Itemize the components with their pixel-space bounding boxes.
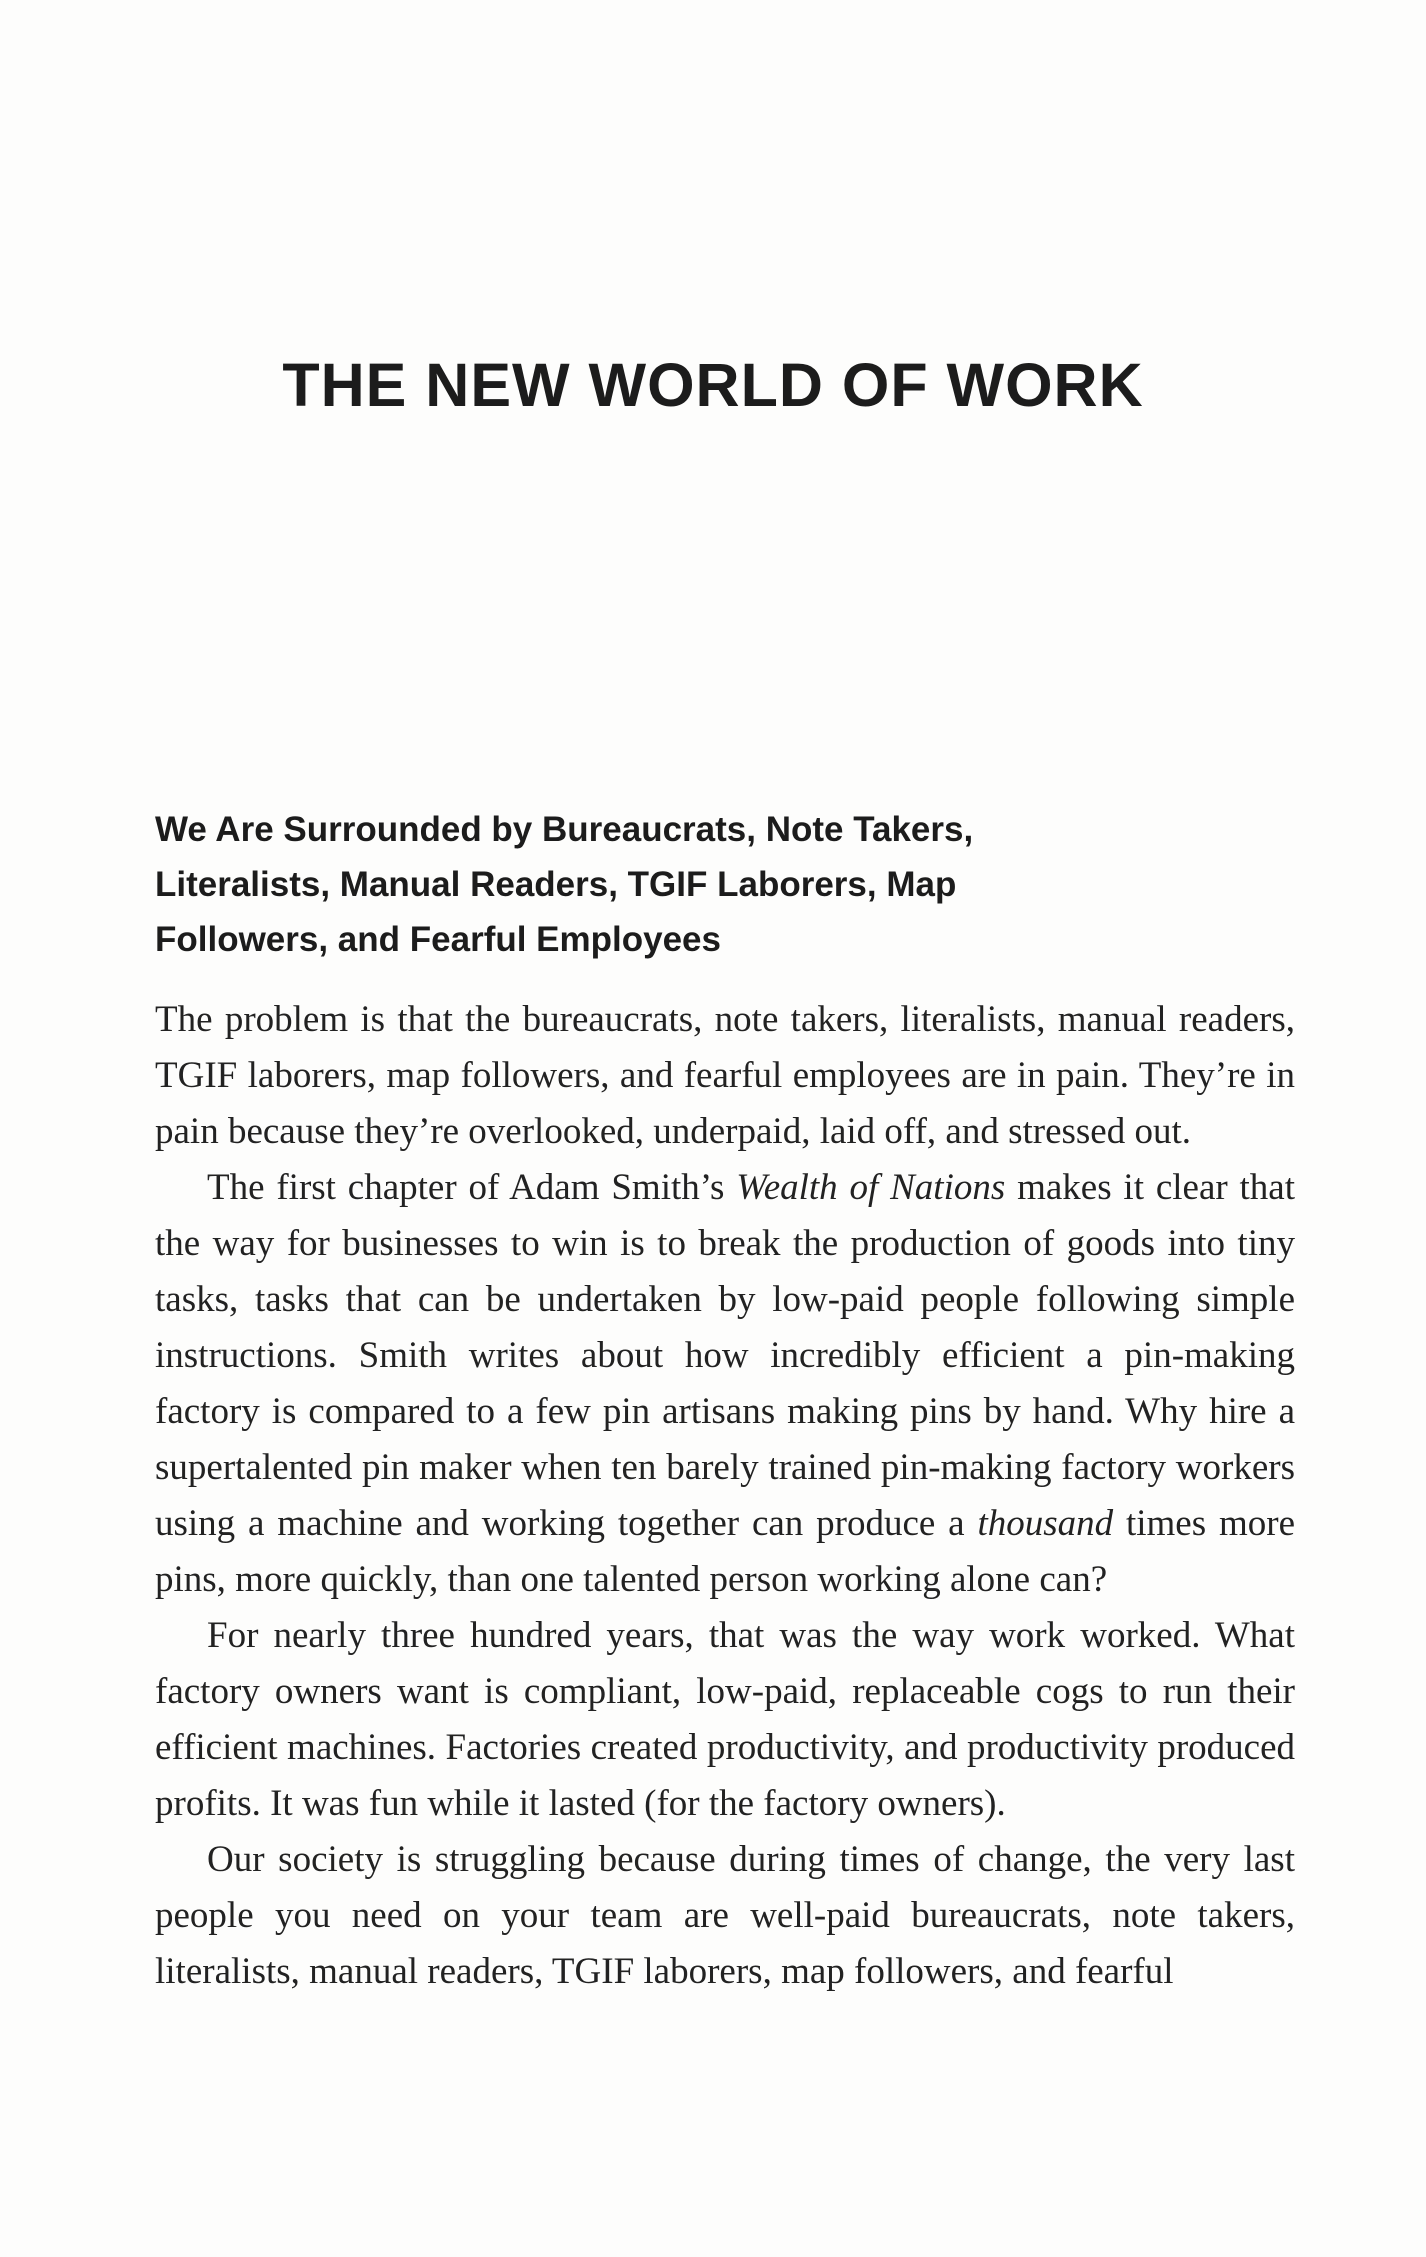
book-title-italic: Wealth of Nations: [736, 1167, 1006, 1208]
section-heading: [155, 802, 1295, 967]
chapter-title: THE NEW WORLD OF WORK: [282, 351, 1144, 419]
paragraph-4: Our society is struggling because during times of change, the very last people you need on your team are well-paid bureaucrats, note takers, literalists, manual readers, TGIF laborers, map followers, and fearful: [155, 1839, 1295, 1992]
paragraph-2-text: The first chapter of Adam Smith’s: [207, 1167, 737, 1208]
section-heading-line: Literalists, Manual Readers, TGIF Laborers, Map: [155, 865, 957, 904]
section-heading-line: We Are Surrounded by Bureaucrats, Note Takers,: [155, 810, 974, 849]
paragraph-2: [155, 1160, 1295, 1608]
body-text: [155, 992, 1295, 2000]
emphasis-italic: thousand: [977, 1503, 1114, 1544]
paragraph-3: For nearly three hundred years, that was the way work worked. What factory owners want is compliant, low-paid, replaceable cogs to run their efficient machines. Factories created productivity, and productivity produced profits. It was fun while it lasted (for the factory owners).: [155, 1615, 1295, 1824]
section-heading-line: Followers, and Fearful Employees: [155, 920, 721, 959]
paragraph-1: The problem is that the bureaucrats, note takers, literalists, manual readers, TGIF laborers, map followers, and fearful employees are in pain. They’re in pain because they’re overlooked, underpaid, laid off, and stressed out.: [155, 999, 1295, 1152]
paragraph-2-text: times more pins, more quickly, than one talented person working alone can?: [155, 1503, 1295, 1600]
paragraph-2-text: makes it clear that the way for businesses to win is to break the production of goods into tiny tasks, tasks that can be undertaken by low-paid people following simple instructions. Smith writes about how incredibly efficient a pin-making factory is compared to a few pin artisans making pins by hand. Why hire a supertalented pin maker when ten barely trained pin-making factory workers using a machine and working together can produce a: [155, 1167, 1295, 1544]
